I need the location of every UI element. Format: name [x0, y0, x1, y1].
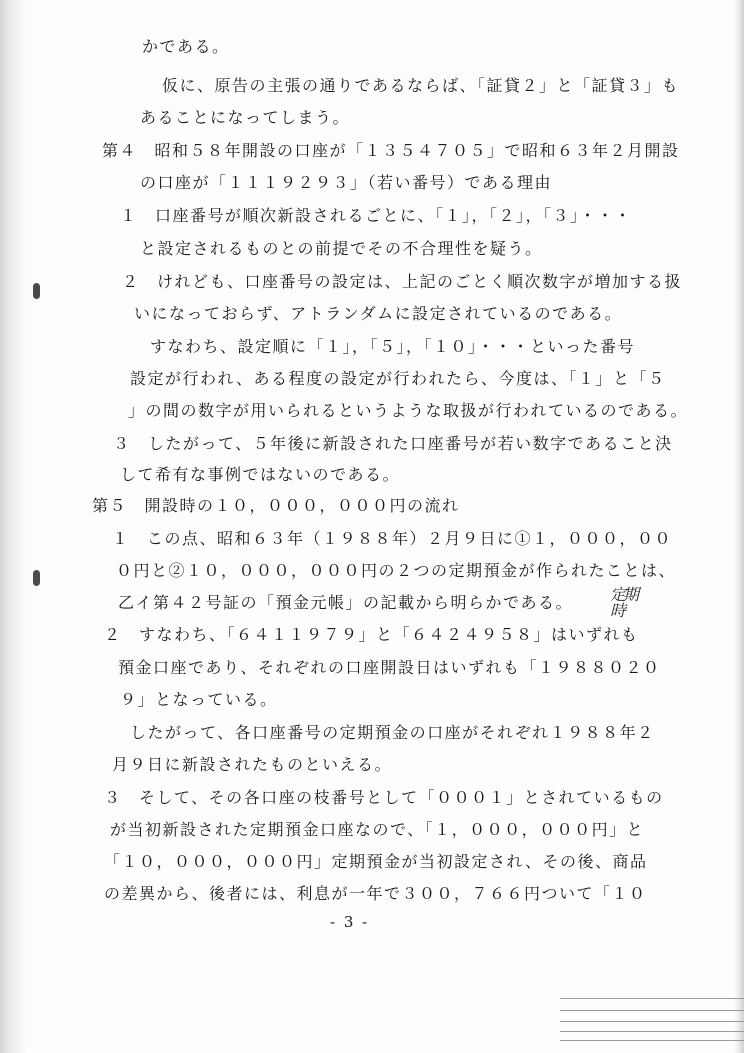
text-line: と設定されるものとの前提でその不合理性を疑う。	[140, 239, 543, 258]
handwritten-annotation: 定期 時	[610, 585, 637, 620]
text-line: したがって、各口座番号の定期預金の口座がそれぞれ１９８８年２	[130, 723, 655, 742]
text-line: が当初新設された定期預金口座なので、「１，０００，０００円」と	[110, 820, 645, 839]
text-line: すなわち、設定順に「１」，「５」，「１０」・・・といった番号	[150, 337, 636, 356]
text-line: １ 口座番号が順次新設されるごとに、「１」，「２」，「３」・・・	[120, 206, 633, 225]
text-line: １ この点、昭和６３年（１９８８年）２月９日に①１，０００，００	[112, 529, 673, 548]
text-line: 預金口座であり、それぞれの口座開設日はいずれも「１９８８０２０	[118, 658, 661, 677]
text-line: いになっておらず、アトランダムに設定されているのである。	[134, 304, 623, 323]
page-number: - 3 -	[330, 913, 370, 931]
text-line: ０円と②１０，０００，０００円の２つの定期預金が作られたことは、	[116, 561, 677, 580]
section-heading-4: 第４ 昭和５８年開設の口座が「１３５４７０５」で昭和６３年２月開設	[102, 141, 680, 160]
text-line: ３ したがって、５年後に新設された口座番号が若い数字であること決	[113, 434, 673, 453]
section-heading-5: 第５ 開設時の１０，０００，０００円の流れ	[92, 496, 460, 515]
text-line: あることになってしまう。	[140, 108, 351, 127]
text-line: 仮に、原告の主張の通りであるならば、「証貸２」と「証貸３」も	[162, 76, 680, 95]
text-line: ９」となっている。	[120, 690, 278, 709]
text-line: 乙イ第４２号証の「預金元帳」の記載から明らかである。	[118, 593, 574, 612]
stacked-pages-edge	[560, 990, 744, 1053]
text-line: 設定が行われ、ある程度の設定が行われたら、今度は、「１」と「５	[130, 369, 666, 388]
binding-hole-upper	[33, 283, 40, 299]
text-line: 「１０，０００，０００円」定期預金が当初設定され、その後、商品	[104, 852, 648, 871]
text-line: の差異から、後者には、利息が一年で３００，７６６円ついて「１０	[104, 884, 647, 903]
scan-right-edge-shadow	[734, 0, 744, 1053]
text-line: 」の間の数字が用いられるというような取扱が行われているのである。	[128, 401, 689, 420]
text-line: ２ けれども、口座番号の設定は、上記のごとく順次数字が増加する扱	[122, 272, 683, 291]
binding-hole-lower	[33, 570, 40, 586]
text-line: 月９日に新設されたものといえる。	[112, 755, 393, 774]
text-line: の口座が「１１１９２９３」（若い番号）である理由	[140, 173, 553, 192]
text-line: ２ すなわち、「６４１１９７９」と「６４２４９５８」はいずれも	[104, 625, 639, 644]
text-line: ３ そして、その各口座の枝番号として「０００１」とされているもの	[104, 788, 664, 807]
scan-left-edge-shadow	[0, 0, 26, 1053]
text-line: して希有な事例ではないのである。	[120, 465, 401, 484]
text-line: かである。	[142, 37, 230, 56]
